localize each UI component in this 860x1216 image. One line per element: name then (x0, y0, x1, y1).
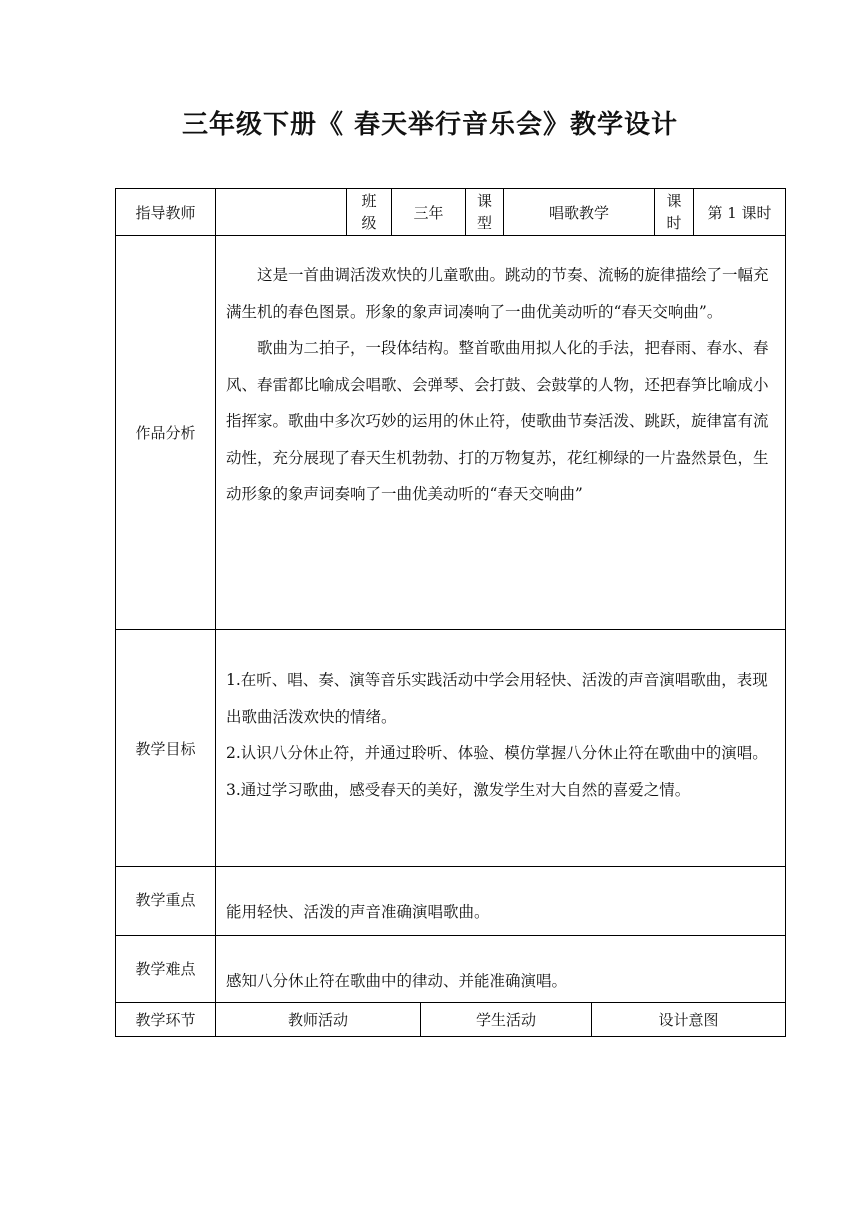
period-label-line-2: 时 (666, 214, 682, 232)
objectives-content (215, 630, 785, 866)
period-value: 第 1 课时 (693, 189, 785, 235)
objective-item-2: 2.认识八分休止符，并通过聆听、体验、模仿掌握八分休止符在歌曲中的演唱。 (226, 744, 768, 762)
difficulties-label: 教学难点 (135, 960, 196, 978)
class-label (346, 189, 391, 235)
type-label-line-1: 课 (476, 192, 492, 210)
difficulties-row (115, 935, 786, 1002)
design-intent-header: 设计意图 (591, 1003, 785, 1036)
period-label (654, 189, 693, 235)
objective-item-1: 1.在听、唱、奏、演等音乐实践活动中学会用轻快、活泼的声音演唱歌曲，表现出歌曲活泼欢快的情绪。 (226, 671, 768, 726)
analysis-label: 作品分析 (135, 424, 196, 442)
class-label-line-2: 级 (361, 214, 377, 232)
teacher-activity-header: 教师活动 (215, 1003, 420, 1036)
lesson-plan-table (115, 188, 786, 1037)
student-activity-header: 学生活动 (420, 1003, 591, 1036)
header-row (115, 188, 786, 235)
objectives-row (115, 629, 786, 866)
class-value: 三年 (391, 189, 465, 235)
lesson-type-label (465, 189, 503, 235)
process-label: 教学环节 (135, 1011, 196, 1029)
teacher-value (215, 189, 346, 235)
analysis-paragraph-2: 歌曲为二拍子，一段体结构。整首歌曲用拟人化的手法，把春雨、春水、春风、春雷都比喻成会唱歌、会弹琴、会打鼓、会鼓掌的人物，还把春笋比喻成小指挥家。歌曲中多次巧妙的运用的休止符，使歌曲节奏活泼、跳跃，旋律富有流动性，充分展现了春天生机勃勃、打的万物复苏，花红柳绿的一片盎然景色，生动形象的象声词奏响了一曲优美动听的“春天交响曲” (226, 339, 769, 503)
lesson-type-value: 唱歌教学 (503, 189, 654, 235)
analysis-row (115, 235, 786, 629)
type-label-line-2: 型 (476, 214, 492, 232)
class-label-line-1: 班 (361, 192, 377, 210)
period-label-line-1: 课 (666, 192, 682, 210)
teacher-label: 指导教师 (135, 203, 196, 222)
key-points-content: 能用轻快、活泼的声音准确演唱歌曲。 (215, 867, 785, 935)
document-title: 三年级下册《 春天举行音乐会》教学设计 (181, 110, 679, 140)
analysis-content (215, 236, 785, 629)
objective-item-3: 3.通过学习歌曲，感受春天的美好，激发学生对大自然的喜爱之情。 (226, 780, 691, 799)
difficulties-content: 感知八分休止符在歌曲中的律动、并能准确演唱。 (215, 936, 785, 1002)
analysis-paragraph-1: 这是一首曲调活泼欢快的儿童歌曲。跳动的节奏、流畅的旋律描绘了一幅充满生机的春色图景。形象的象声词凑响了一曲优美动听的“春天交响曲”。 (226, 266, 769, 321)
key-points-row (115, 866, 786, 935)
key-points-label: 教学重点 (135, 891, 196, 909)
process-header-row (115, 1002, 786, 1037)
objectives-label: 教学目标 (135, 739, 196, 758)
